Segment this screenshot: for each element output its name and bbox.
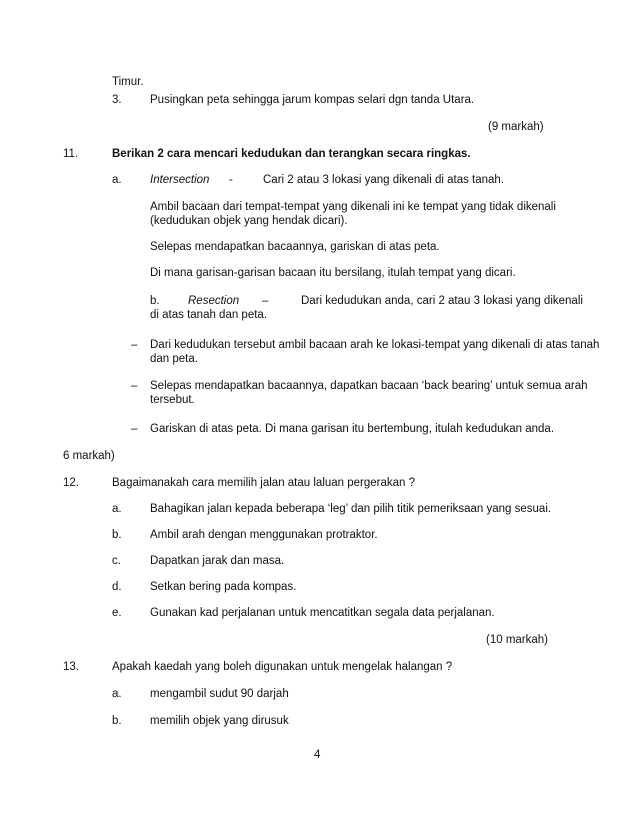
question-text: Berikan 2 cara mencari kedudukan dan terangkan secara ringkas. bbox=[112, 148, 471, 160]
bullet-dash: – bbox=[131, 380, 138, 392]
item-letter: a. bbox=[112, 688, 122, 700]
continued-text: Timur. bbox=[112, 76, 144, 88]
item-letter: b. bbox=[150, 295, 160, 307]
term-resection: Resection bbox=[188, 295, 240, 307]
item-text: Pusingkan peta sehingga jarum kompas selari dgn tanda Utara. bbox=[150, 94, 475, 106]
question-text: Bagaimanakah cara memilih jalan atau laluan pergerakan ? bbox=[112, 477, 416, 489]
marks-label: (9 markah) bbox=[488, 121, 544, 133]
item-text: mengambil sudut 90 darjah bbox=[150, 688, 289, 700]
bullet-text: Dari kedudukan tersebut ambil bacaan arah ke lokasi-tempat yang dikenali di atas tanah bbox=[150, 339, 600, 351]
item-number: 3. bbox=[112, 94, 122, 106]
item-text: Gunakan kad perjalanan untuk mencatitkan segala data perjalanan. bbox=[150, 607, 495, 619]
item-text: Dapatkan jarak dan masa. bbox=[150, 555, 285, 567]
item-text: Setkan bering pada kompas. bbox=[150, 581, 297, 593]
item-letter: a. bbox=[112, 503, 122, 515]
term-dash: – bbox=[262, 295, 269, 307]
bullet-text: dan peta. bbox=[150, 353, 198, 365]
paragraph-line: Di mana garisan-garisan bacaan itu bersilang, itulah tempat yang dicari. bbox=[150, 267, 516, 279]
paragraph-line: Selepas mendapatkan bacaannya, gariskan di atas peta. bbox=[150, 241, 440, 253]
question-text: Apakah kaedah yang boleh digunakan untuk mengelak halangan ? bbox=[112, 661, 453, 673]
page-number: 4 bbox=[314, 749, 321, 761]
item-letter: b. bbox=[112, 715, 122, 727]
question-number: 13. bbox=[63, 661, 79, 673]
paragraph-line: (kedudukan objek yang hendak dicari). bbox=[150, 215, 348, 227]
item-letter: e. bbox=[112, 607, 122, 619]
bullet-text: Gariskan di atas peta. Di mana garisan itu bertembung, itulah kedudukan anda. bbox=[150, 423, 555, 435]
paragraph-line: Ambil bacaan dari tempat-tempat yang dikenali ini ke tempat yang tidak dikenali bbox=[150, 201, 556, 213]
term-description: Cari 2 atau 3 lokasi yang dikenali di atas tanah. bbox=[263, 174, 505, 186]
item-letter: b. bbox=[112, 529, 122, 541]
bullet-dash: – bbox=[131, 423, 138, 435]
item-text: memilih objek yang dirusuk bbox=[150, 715, 289, 727]
question-number: 11. bbox=[63, 148, 79, 160]
item-letter: c. bbox=[112, 555, 121, 567]
question-number: 12. bbox=[63, 477, 79, 489]
item-letter: d. bbox=[112, 581, 122, 593]
bullet-text: Selepas mendapatkan bacaannya, dapatkan bacaan ‘back bearing’ untuk semua arah bbox=[150, 380, 588, 392]
term-intersection: Intersection bbox=[150, 174, 210, 186]
term-description: Dari kedudukan anda, cari 2 atau 3 lokasi yang dikenali bbox=[301, 295, 583, 307]
term-description: di atas tanah dan peta. bbox=[150, 309, 268, 321]
marks-label: (10 markah) bbox=[486, 634, 548, 646]
term-dash: - bbox=[229, 174, 233, 186]
bullet-text: tersebut. bbox=[150, 394, 195, 406]
item-letter: a. bbox=[112, 174, 122, 186]
marks-label: 6 markah) bbox=[63, 450, 115, 462]
item-text: Bahagikan jalan kepada beberapa ‘leg’ dan pilih titik pemeriksaan yang sesuai. bbox=[150, 503, 552, 515]
bullet-dash: – bbox=[131, 339, 138, 351]
item-text: Ambil arah dengan menggunakan protraktor. bbox=[150, 529, 378, 541]
